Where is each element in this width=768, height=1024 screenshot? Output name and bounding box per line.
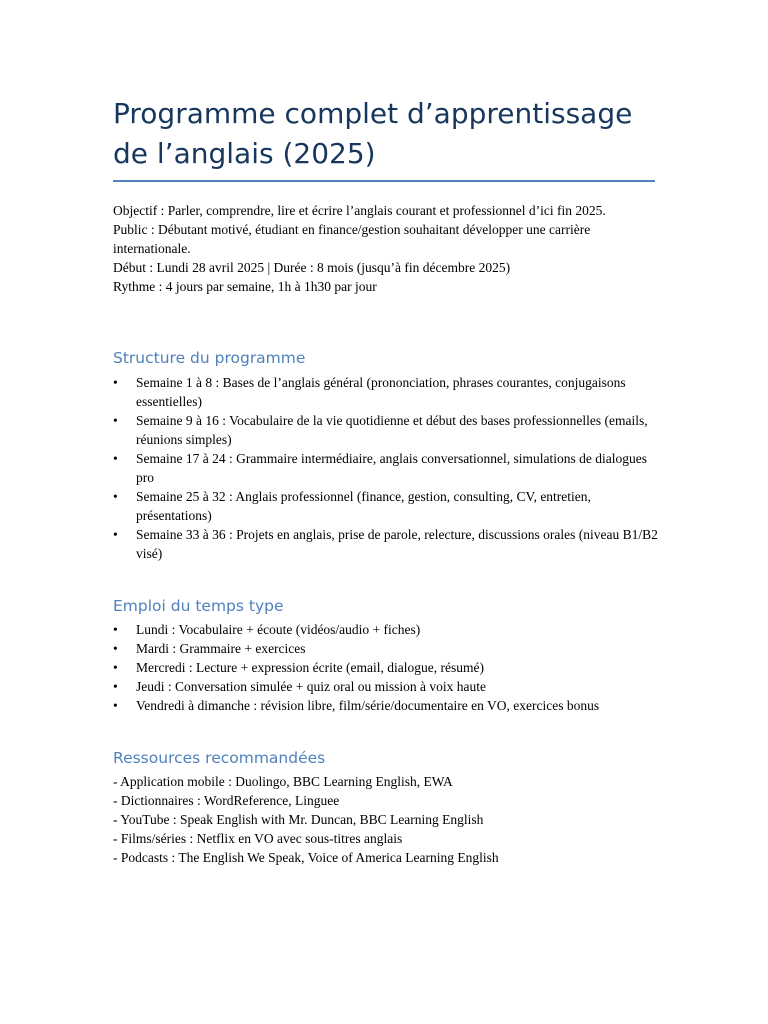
bullet-icon: •: [113, 527, 118, 542]
rhythm-line: Rythme : 4 jours par semaine, 1h à 1h30 par jour: [113, 279, 377, 294]
bullet-icon: •: [113, 451, 118, 466]
list-item: • Lundi : Vocabulaire + écoute (vidéos/audio + fiches): [113, 622, 421, 637]
structure-heading: Structure du programme: [113, 349, 306, 367]
list-item: • Semaine 9 à 16 : Vocabulaire de la vie quotidienne et début des bases professionnelles (emails, réunions simples): [113, 413, 648, 447]
list-item: - Films/séries : Netflix en VO avec sous-titres anglais: [113, 831, 403, 846]
list-item: - Application mobile : Duolingo, BBC Learning English, EWA: [113, 774, 453, 789]
list-item: - YouTube : Speak English with Mr. Duncan, BBC Learning English: [113, 812, 484, 827]
document-title: Programme complet d’apprentissage de l’anglais (2025): [113, 97, 633, 170]
bullet-icon: •: [113, 375, 118, 390]
list-item: • Mercredi : Lecture + expression écrite (email, dialogue, résumé): [113, 660, 484, 675]
audience-line: Public : Débutant motivé, étudiant en finance/gestion souhaitant développer une carrière internationale.: [113, 222, 591, 256]
bullet-icon: •: [113, 679, 118, 694]
schedule-list: [113, 620, 658, 715]
list-item: • Semaine 25 à 32 : Anglais professionnel (finance, gestion, consulting, CV, entretien, présentations): [113, 489, 591, 523]
bullet-icon: •: [113, 698, 118, 713]
bullet-icon: •: [113, 622, 118, 637]
structure-list: [113, 373, 658, 563]
objective-line: Objectif : Parler, comprendre, lire et écrire l’anglais courant et professionnel d’ici fin 2025.: [113, 203, 606, 218]
bullet-icon: •: [113, 660, 118, 675]
intro-block: [113, 201, 658, 296]
list-item: - Dictionnaires : WordReference, Linguee: [113, 793, 340, 808]
bullet-icon: •: [113, 641, 118, 656]
list-item: • Semaine 1 à 8 : Bases de l’anglais général (prononciation, phrases courantes, conjugaisons essentielles): [113, 375, 626, 409]
list-item: - Podcasts : The English We Speak, Voice of America Learning English: [113, 850, 499, 865]
bullet-icon: •: [113, 489, 118, 504]
resources-list: [113, 772, 658, 867]
list-item: • Semaine 17 à 24 : Grammaire intermédiaire, anglais conversationnel, simulations de dialogues pro: [113, 451, 647, 485]
list-item: • Semaine 33 à 36 : Projets en anglais, prise de parole, relecture, discussions orales (niveau B1/B2 visé): [113, 527, 658, 561]
list-item: • Vendredi à dimanche : révision libre, film/série/documentaire en VO, exercices bonus: [113, 698, 600, 713]
resources-heading: Ressources recommandées: [113, 749, 326, 767]
schedule-heading: Emploi du temps type: [113, 597, 284, 615]
list-item: • Jeudi : Conversation simulée + quiz oral ou mission à voix haute: [113, 679, 486, 694]
list-item: • Mardi : Grammaire + exercices: [113, 641, 306, 656]
start-duration-line: Début : Lundi 28 avril 2025 | Durée : 8 mois (jusqu’à fin décembre 2025): [113, 260, 511, 275]
bullet-icon: •: [113, 413, 118, 428]
title-underline: [113, 180, 655, 182]
